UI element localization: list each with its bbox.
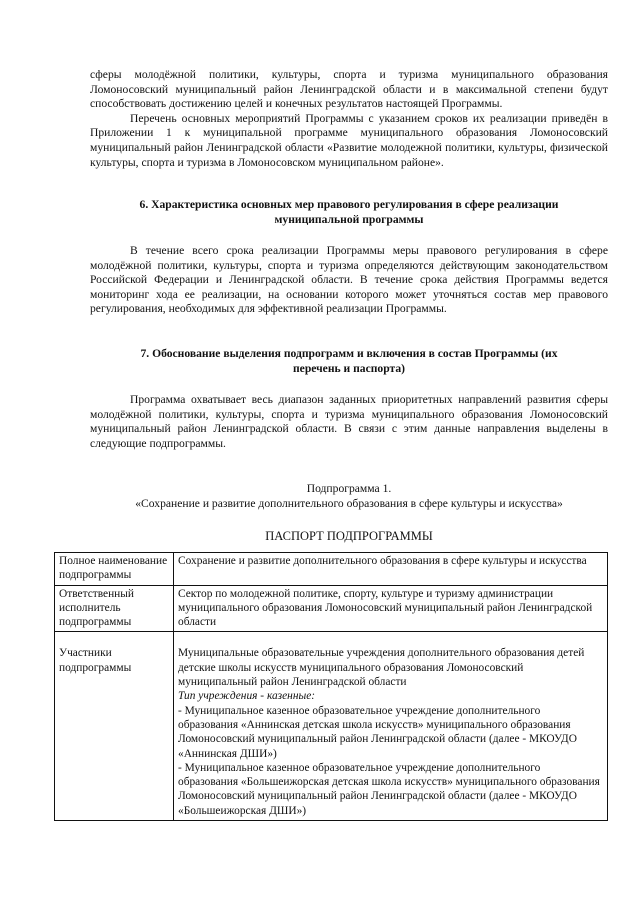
row-label-participants: Участники подпрограммы bbox=[55, 632, 174, 821]
table-row bbox=[55, 632, 608, 821]
participants-intro: Муниципальные образовательные учреждения дополнительного образования детей детские школы искусств муниципального образования Ломоносовский муниципальный район Ленинградской области bbox=[178, 647, 585, 689]
paragraph-subprograms: Программа охватывает весь диапазон заданных приоритетных направлений развития сферы молодёжной политики, культуры, спорта и туризма муниципального образования Ломоносовский муниципальный район Ленинградской области. В связи с этим данные направления выделены в следующие подпрограммы. bbox=[90, 393, 608, 450]
section-7-text bbox=[90, 393, 608, 451]
section-6-heading-line2: муниципальной программы bbox=[274, 212, 424, 226]
row-value-participants bbox=[174, 632, 608, 821]
row-label-full-name: Полное наименование подпрограммы bbox=[55, 553, 174, 586]
row-label-responsible: Ответственный исполнитель подпрограммы bbox=[55, 585, 174, 632]
participant-bolsheizhora: - Муниципальное казенное образовательное учреждение дополнительного образования «Большеижорская детская школа искусств» муниципального образования Ломоносовский муниципальный район Ленинградской области (далее - МКОУДО «Большеижорская ДШИ») bbox=[178, 761, 600, 817]
section-7-heading-line2: перечень и паспорта) bbox=[293, 361, 405, 375]
paragraph-activities: Перечень основных мероприятий Программы с указанием сроков их реализации приведён в Приложении 1 к муниципальной программе муниципального образования Ломоносовский муниципальный район Ленинградской области «Развитие молодежной политики, культуры, физической культуры, спорта и туризма в Ломоносовском муниципальном районе». bbox=[90, 111, 608, 169]
subprogram-title bbox=[90, 482, 608, 511]
institution-type: Тип учреждения - казенные: bbox=[178, 690, 316, 703]
section-6-heading bbox=[90, 198, 608, 227]
table-row bbox=[55, 585, 608, 632]
passport-table bbox=[54, 552, 608, 821]
passport-title-wrap bbox=[90, 529, 608, 544]
table-row bbox=[55, 553, 608, 586]
paragraph-legal-regulation: В течение всего срока реализации Программы меры правового регулирования в сфере молодёжной политики, культуры, спорта и туризма определяются действующим законодательством Российской Федерации и Ленинградской области. В течение срока действия Программы ведется мониторинг хода ее реализации, на основании которого может уточняться состав мер правового регулирования, необходимых для эффективной реализации Программы. bbox=[90, 244, 608, 316]
passport-title: ПАСПОРТ ПОДПРОГРАММЫ bbox=[265, 529, 433, 543]
intro-text bbox=[90, 68, 608, 170]
participant-annino: - Муниципальное казенное образовательное учреждение дополнительного образования «Аннинская детская школа искусств» муниципального образования Ломоносовский муниципальный район Ленинградской области (далее - МКОУДО «Аннинская ДШИ») bbox=[178, 704, 577, 760]
subprogram-label: Подпрограмма 1. bbox=[306, 482, 392, 495]
section-6-heading-line1: 6. Характеристика основных мер правового регулирования в сфере реализации bbox=[139, 198, 559, 211]
section-6-text bbox=[90, 244, 608, 317]
paragraph-continuation: сферы молодёжной политики, культуры, спорта и туризма муниципального образования Ломоносовский муниципальный район Ленинградской области и в максимальной степени будут способствовать достижению целей и конечных результатов настоящей Программы. bbox=[90, 68, 608, 111]
subprogram-name: «Сохранение и развитие дополнительного образования в сфере культуры и искусства» bbox=[135, 496, 563, 510]
row-value-full-name: Сохранение и развитие дополнительного образования в сфере культуры и искусства bbox=[174, 553, 608, 586]
row-value-responsible: Сектор по молодежной политике, спорту, культуре и туризму администрации муниципального образования Ломоносовский муниципальный район Ленинградской области bbox=[174, 585, 608, 632]
section-7-heading bbox=[90, 347, 608, 376]
section-7-heading-line1: 7. Обоснование выделения подпрограмм и включения в состав Программы (их bbox=[140, 347, 558, 360]
